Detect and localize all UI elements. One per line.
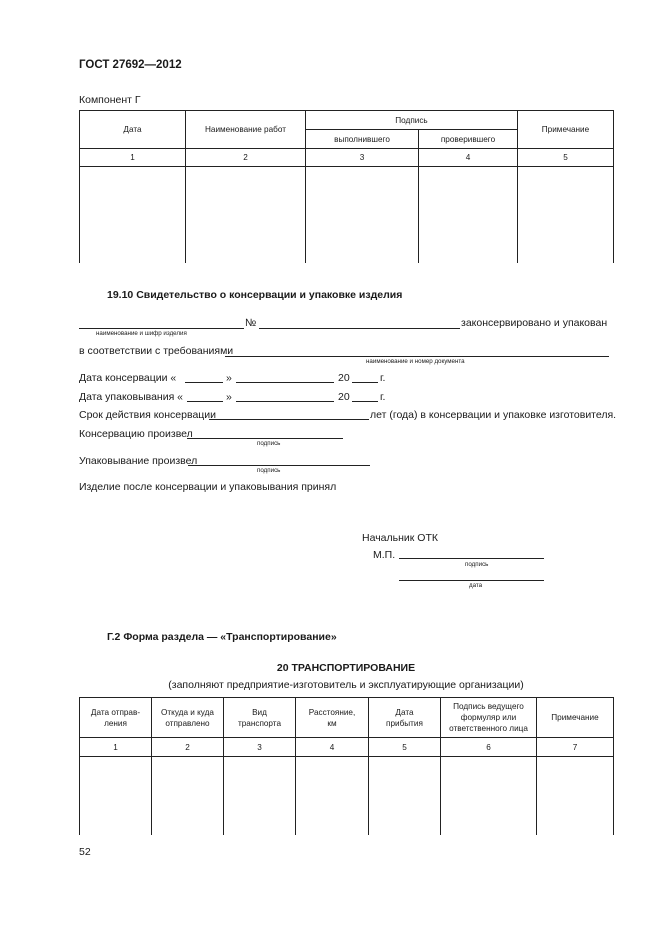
conservation-year-line[interactable] — [352, 382, 378, 383]
header-performed: выполнившего — [306, 130, 419, 149]
col-number-1: 1 — [80, 149, 186, 167]
entry-cell[interactable] — [296, 757, 369, 835]
year-suffix: г. — [380, 391, 386, 403]
requirements-doc-line[interactable] — [225, 356, 609, 357]
col-number-6: 6 — [441, 738, 537, 757]
header-note: Примечание — [518, 111, 614, 149]
entry-cell[interactable] — [80, 757, 152, 835]
year-prefix: 20 — [338, 391, 350, 403]
caption-signature: подпись — [257, 467, 281, 474]
header-departure-date: Дата отправ- ления — [80, 698, 152, 738]
caption-date: дата — [469, 582, 483, 589]
entry-cell[interactable] — [186, 167, 306, 263]
entry-cell[interactable] — [80, 167, 186, 263]
otk-head-label: Начальник ОТК — [362, 532, 438, 544]
header-distance: Расстояние, км — [296, 698, 369, 738]
quote-close: » — [226, 372, 232, 384]
packing-date-label: Дата упаковывания « — [79, 391, 184, 403]
col-number-5: 5 — [518, 149, 614, 167]
header-work-name: Наименование работ — [186, 111, 306, 149]
col-number-2: 2 — [152, 738, 224, 757]
packing-year-line[interactable] — [352, 401, 378, 402]
conservation-signature-line[interactable] — [187, 438, 343, 439]
component-title: Компонент Г — [79, 94, 141, 106]
document-code: ГОСТ 27692—2012 — [79, 59, 182, 71]
otk-date-line[interactable] — [399, 580, 544, 581]
year-prefix: 20 — [338, 372, 350, 384]
col-number-1: 1 — [80, 738, 152, 757]
mp-label: М.П. — [373, 549, 396, 561]
number-sign: № — [245, 317, 257, 329]
validity-tail: лет (года) в консервации и упаковке изготовителя. — [370, 409, 617, 421]
conservation-month-line[interactable] — [236, 382, 334, 383]
header-responsible-signature: Подпись ведущего формуляр или ответственного лица — [441, 698, 537, 738]
validity-line[interactable] — [209, 419, 369, 420]
conservation-by-label: Консервацию произвел — [79, 428, 193, 440]
entry-cell[interactable] — [369, 757, 441, 835]
entry-cell[interactable] — [518, 167, 614, 263]
packing-month-line[interactable] — [236, 401, 334, 402]
col-number-5: 5 — [369, 738, 441, 757]
transport-title: 20 ТРАНСПОРТИРОВАНИЕ — [276, 662, 416, 674]
component-g-table — [79, 110, 614, 263]
header-note: Примечание — [537, 698, 614, 738]
header-arrival-date: Дата прибытия — [369, 698, 441, 738]
validity-label: Срок действия консервации — [79, 409, 217, 421]
year-suffix: г. — [380, 372, 386, 384]
header-date: Дата — [80, 111, 186, 149]
col-number-3: 3 — [306, 149, 419, 167]
accepted-text: Изделие после консервации и упаковывания принял — [79, 481, 337, 493]
col-number-3: 3 — [224, 738, 296, 757]
accordance-text: в соответствии с требованиями — [79, 345, 234, 357]
entry-cell[interactable] — [152, 757, 224, 835]
page-number: 52 — [79, 846, 91, 858]
certificate-title: 19.10 Свидетельство о консервации и упаковке изделия — [107, 289, 403, 301]
caption-name-code: наименование и шифр изделия — [96, 330, 187, 337]
transport-form-title: Г.2 Форма раздела — «Транспортирование» — [107, 631, 337, 643]
product-name-line[interactable] — [79, 328, 244, 329]
conservation-date-label: Дата консервации « — [79, 372, 177, 384]
product-number-line[interactable] — [259, 328, 460, 329]
entry-cell[interactable] — [306, 167, 419, 263]
entry-cell[interactable] — [419, 167, 518, 263]
quote-close: » — [226, 391, 232, 403]
transport-table — [79, 697, 614, 835]
conserved-packed-text: законсервировано и упакован — [461, 317, 608, 329]
transport-subtitle: (заполняют предприятие-изготовитель и эксплуатирующие организации) — [168, 679, 524, 691]
entry-cell[interactable] — [441, 757, 537, 835]
packing-signature-line[interactable] — [188, 465, 370, 466]
header-checked: проверившего — [419, 130, 518, 149]
col-number-7: 7 — [537, 738, 614, 757]
header-signature: Подпись — [306, 111, 518, 130]
header-from-to: Откуда и куда отправлено — [152, 698, 224, 738]
entry-cell[interactable] — [224, 757, 296, 835]
otk-signature-line[interactable] — [399, 558, 544, 559]
caption-signature: подпись — [465, 561, 489, 568]
packing-day-line[interactable] — [187, 401, 223, 402]
header-transport-type: Вид транспорта — [224, 698, 296, 738]
col-number-4: 4 — [296, 738, 369, 757]
entry-cell[interactable] — [537, 757, 614, 835]
col-number-2: 2 — [186, 149, 306, 167]
caption-document: наименование и номер документа — [366, 358, 465, 365]
col-number-4: 4 — [419, 149, 518, 167]
packing-by-label: Упаковывание произвел — [79, 455, 198, 467]
conservation-day-line[interactable] — [185, 382, 223, 383]
caption-signature: подпись — [257, 440, 281, 447]
